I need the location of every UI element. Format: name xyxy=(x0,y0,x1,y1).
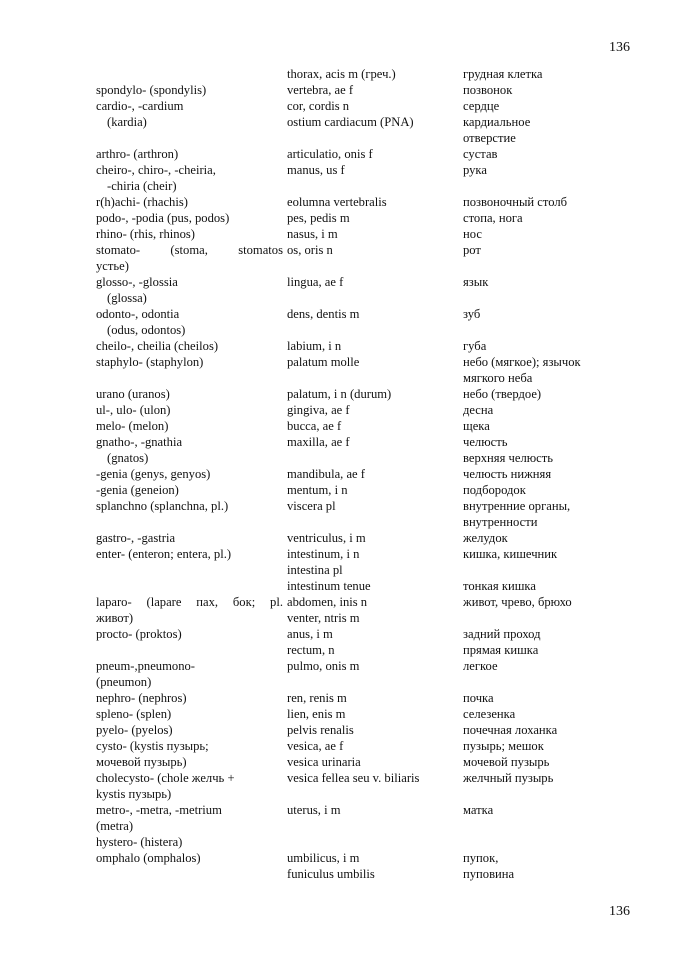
russian-term-cell xyxy=(463,338,626,354)
russian-term-cell xyxy=(463,274,626,306)
table-row xyxy=(96,738,626,770)
table-row xyxy=(96,530,626,546)
latin-term-cell xyxy=(287,66,463,82)
table-row xyxy=(96,802,626,850)
cell-line: почка xyxy=(463,691,494,705)
russian-term-cell xyxy=(463,738,626,770)
latin-term-cell xyxy=(287,146,463,162)
latin-term-cell xyxy=(287,210,463,226)
table-row xyxy=(96,82,626,98)
latin-term-cell xyxy=(287,242,463,274)
greek-root-cell xyxy=(96,658,287,690)
cell-line: intestina pl xyxy=(287,563,343,577)
russian-term-cell xyxy=(463,722,626,738)
cell-line: stomato- (stoma, stomatos xyxy=(96,243,283,257)
cell-line: кишка, кишечник xyxy=(463,547,558,561)
table-row xyxy=(96,722,626,738)
cell-line: metro-, -metra, -metrium xyxy=(96,803,222,817)
cell-line: зуб xyxy=(463,307,481,321)
latin-term-cell xyxy=(287,530,463,546)
cell-line xyxy=(463,562,626,578)
cell-line: venter, ntris m xyxy=(287,611,360,625)
greek-root-cell xyxy=(96,466,287,482)
russian-term-cell xyxy=(463,98,626,146)
table-row xyxy=(96,466,626,482)
cell-line: желудок xyxy=(463,531,508,545)
table-row xyxy=(96,66,626,82)
cell-line: pulmo, onis m xyxy=(287,659,360,673)
cell-line: живот) xyxy=(96,611,134,625)
russian-term-cell xyxy=(463,530,626,546)
greek-root-cell xyxy=(96,482,287,498)
russian-term-cell xyxy=(463,658,626,690)
cell-line: губа xyxy=(463,339,487,353)
cell-line: thorax, acis m (греч.) xyxy=(287,67,396,81)
russian-term-cell xyxy=(463,434,626,466)
russian-term-cell xyxy=(463,850,626,882)
cell-line: lien, enis m xyxy=(287,707,346,721)
greek-root-cell xyxy=(96,66,287,82)
cell-line: cardio-, -cardium xyxy=(96,99,184,113)
table-row xyxy=(96,306,626,338)
greek-root-cell xyxy=(96,98,287,146)
greek-root-cell xyxy=(96,770,287,802)
cell-line: нос xyxy=(463,227,482,241)
latin-term-cell xyxy=(287,482,463,498)
cell-line: intestinum, i n xyxy=(287,547,360,561)
cell-line: челюсть xyxy=(463,435,508,449)
latin-term-cell xyxy=(287,82,463,98)
cell-line: ul-, ulo- (ulon) xyxy=(96,403,171,417)
russian-term-cell xyxy=(463,802,626,850)
russian-term-cell xyxy=(463,402,626,418)
table-row xyxy=(96,162,626,194)
cell-line: vesica urinaria xyxy=(287,755,361,769)
russian-term-cell xyxy=(463,466,626,482)
russian-term-cell xyxy=(463,226,626,242)
greek-root-cell xyxy=(96,162,287,194)
cell-line: (kardia) xyxy=(107,115,147,129)
cell-line: -chiria (cheir) xyxy=(107,179,177,193)
greek-root-cell xyxy=(96,498,287,530)
greek-root-cell xyxy=(96,626,287,658)
cell-line: cholecysto- (chole желчь + xyxy=(96,771,235,785)
table-row xyxy=(96,226,626,242)
cell-line: язык xyxy=(463,275,489,289)
latin-term-cell xyxy=(287,338,463,354)
table-row xyxy=(96,546,626,594)
greek-root-cell xyxy=(96,194,287,210)
cell-line: vesica, ae f xyxy=(287,739,344,753)
latin-term-cell xyxy=(287,226,463,242)
cell-line: почечная лоханка xyxy=(463,723,558,737)
cell-line: cor, cordis n xyxy=(287,99,350,113)
cell-line: viscera pl xyxy=(287,499,336,513)
cell-line: десна xyxy=(463,403,494,417)
table-row xyxy=(96,354,626,386)
cell-line: тонкая кишка xyxy=(463,579,536,593)
cell-line: mandibula, ae f xyxy=(287,467,365,481)
table-row xyxy=(96,850,626,882)
cell-line: матка xyxy=(463,803,494,817)
cell-line: laparo- (lapare пах, бок; pl. xyxy=(96,595,283,609)
cell-line: glosso-, -glossia xyxy=(96,275,178,289)
cell-line: umbilicus, i m xyxy=(287,851,360,865)
cell-line: odonto-, odontia xyxy=(96,307,180,321)
russian-term-cell xyxy=(463,482,626,498)
table-row xyxy=(96,770,626,802)
cell-line: rhino- (rhis, rhinos) xyxy=(96,227,195,241)
cell-line: nephro- (nephros) xyxy=(96,691,187,705)
greek-root-cell xyxy=(96,546,287,594)
table-row xyxy=(96,658,626,690)
table-row xyxy=(96,194,626,210)
cell-line: -genia (geneion) xyxy=(96,483,179,497)
cell-line: сердце xyxy=(463,99,500,113)
table-row xyxy=(96,482,626,498)
greek-root-cell xyxy=(96,418,287,434)
latin-term-cell xyxy=(287,738,463,770)
latin-term-cell xyxy=(287,306,463,338)
table-row xyxy=(96,434,626,466)
cell-line: пупок, xyxy=(463,851,499,865)
cell-line: позвоночный столб xyxy=(463,195,568,209)
cell-line: kystis пузырь) xyxy=(96,787,172,801)
cell-line: pyelo- (pyelos) xyxy=(96,723,173,737)
greek-root-cell xyxy=(96,306,287,338)
russian-term-cell xyxy=(463,626,626,658)
table-row xyxy=(96,690,626,706)
greek-root-cell xyxy=(96,738,287,770)
greek-root-cell xyxy=(96,226,287,242)
latin-term-cell xyxy=(287,626,463,658)
greek-root-cell xyxy=(96,850,287,882)
cell-line: подбородок xyxy=(463,483,526,497)
greek-root-cell xyxy=(96,722,287,738)
greek-root-cell xyxy=(96,402,287,418)
cell-line: рот xyxy=(463,243,481,257)
cell-line: funiculus umbilis xyxy=(287,867,375,881)
cell-line: lingua, ae f xyxy=(287,275,344,289)
latin-term-cell xyxy=(287,658,463,690)
cell-line: ventriculus, i m xyxy=(287,531,366,545)
russian-term-cell xyxy=(463,498,626,530)
cell-line: ren, renis m xyxy=(287,691,347,705)
cell-line: устье) xyxy=(96,259,129,273)
greek-root-cell xyxy=(96,338,287,354)
russian-term-cell xyxy=(463,706,626,722)
russian-term-cell xyxy=(463,242,626,274)
latin-term-cell xyxy=(287,546,463,594)
latin-term-cell xyxy=(287,706,463,722)
cell-line: bucca, ae f xyxy=(287,419,342,433)
cell-line: procto- (proktos) xyxy=(96,627,182,641)
cell-line: pes, pedis m xyxy=(287,211,350,225)
latin-term-cell xyxy=(287,162,463,194)
greek-root-cell xyxy=(96,242,287,274)
cell-line: верхняя челюсть xyxy=(463,451,553,465)
greek-root-cell xyxy=(96,386,287,402)
cell-line: intestinum tenue xyxy=(287,579,371,593)
russian-term-cell xyxy=(463,194,626,210)
cell-line: небо (твердое) xyxy=(463,387,542,401)
latin-term-cell xyxy=(287,802,463,850)
cell-line: (glossa) xyxy=(107,291,147,305)
cell-line: nasus, i m xyxy=(287,227,338,241)
table-row xyxy=(96,210,626,226)
cell-line: mentum, i n xyxy=(287,483,348,497)
latin-term-cell xyxy=(287,274,463,306)
table-row xyxy=(96,402,626,418)
cell-line: ostium cardiacum (PNA) xyxy=(287,115,414,129)
cell-line: прямая кишка xyxy=(463,643,539,657)
cell-line: hystero- (histera) xyxy=(96,835,183,849)
latin-term-cell xyxy=(287,354,463,386)
page-number-top: 136 xyxy=(609,40,630,55)
table-row xyxy=(96,594,626,626)
russian-term-cell xyxy=(463,546,626,594)
cell-line: gastro-, -gastria xyxy=(96,531,176,545)
latin-term-cell xyxy=(287,466,463,482)
page-number-bottom: 136 xyxy=(609,904,630,919)
cell-line: (odus, odontos) xyxy=(107,323,186,337)
latin-term-cell xyxy=(287,418,463,434)
greek-root-cell xyxy=(96,594,287,626)
cell-line: os, oris n xyxy=(287,243,333,257)
cell-line: мочевой пузырь xyxy=(463,755,550,769)
cell-line: кардиальное xyxy=(463,115,531,129)
table-row xyxy=(96,418,626,434)
latin-term-cell xyxy=(287,770,463,802)
cell-line: palatum molle xyxy=(287,355,360,369)
latin-term-cell xyxy=(287,722,463,738)
russian-term-cell xyxy=(463,66,626,82)
cell-line: желчный пузырь xyxy=(463,771,554,785)
russian-term-cell xyxy=(463,306,626,338)
russian-term-cell xyxy=(463,594,626,626)
table-row xyxy=(96,386,626,402)
greek-root-cell xyxy=(96,82,287,98)
cell-line: eolumna vertebralis xyxy=(287,195,387,209)
greek-root-cell xyxy=(96,530,287,546)
cell-line: небо (мягкое); язычок xyxy=(463,355,581,369)
cell-line: uterus, i m xyxy=(287,803,341,817)
cell-line: enter- (enteron; entera, pl.) xyxy=(96,547,232,561)
cell-line: мягкого неба xyxy=(463,371,533,385)
table-row xyxy=(96,242,626,274)
latin-term-cell xyxy=(287,434,463,466)
russian-term-cell xyxy=(463,162,626,194)
cell-line: (pneumon) xyxy=(96,675,152,689)
russian-term-cell xyxy=(463,82,626,98)
table-row xyxy=(96,338,626,354)
cell-line: стопа, нога xyxy=(463,211,523,225)
cell-line: palatum, i n (durum) xyxy=(287,387,392,401)
cell-line: manus, us f xyxy=(287,163,345,177)
cell-line: cheilo-, cheilia (cheilos) xyxy=(96,339,219,353)
table-row xyxy=(96,146,626,162)
cell-line: челюсть нижняя xyxy=(463,467,552,481)
greek-root-cell xyxy=(96,434,287,466)
cell-line: пуповина xyxy=(463,867,515,881)
table-row xyxy=(96,626,626,658)
greek-root-cell xyxy=(96,690,287,706)
russian-term-cell xyxy=(463,354,626,386)
cell-line: внутренности xyxy=(463,515,538,529)
greek-root-cell xyxy=(96,354,287,386)
cell-line: rectum, n xyxy=(287,643,335,657)
cell-line: arthro- (arthron) xyxy=(96,147,179,161)
cell-line: задний проход xyxy=(463,627,541,641)
cell-line: (metra) xyxy=(96,819,134,833)
cell-line: labium, i n xyxy=(287,339,342,353)
cell-line: anus, i m xyxy=(287,627,333,641)
cell-line: легкое xyxy=(463,659,498,673)
greek-root-cell xyxy=(96,802,287,850)
cell-line: omphalo (omphalos) xyxy=(96,851,201,865)
cell-line: gnatho-, -gnathia xyxy=(96,435,183,449)
cell-line: pneum-,pneumono- xyxy=(96,659,195,673)
cell-line: (gnatos) xyxy=(107,451,149,465)
greek-root-cell xyxy=(96,210,287,226)
cell-line: грудная клетка xyxy=(463,67,543,81)
cell-line: -genia (genys, genyos) xyxy=(96,467,211,481)
cell-line: живот, чрево, брюхо xyxy=(463,595,572,609)
cell-line: cheiro-, chiro-, -cheiria, xyxy=(96,163,216,177)
cell-line: щека xyxy=(463,419,490,433)
russian-term-cell xyxy=(463,210,626,226)
greek-root-cell xyxy=(96,706,287,722)
latin-term-cell xyxy=(287,498,463,530)
cell-line: spleno- (splen) xyxy=(96,707,172,721)
cell-line: позвонок xyxy=(463,83,513,97)
cell-line: селезенка xyxy=(463,707,516,721)
russian-term-cell xyxy=(463,690,626,706)
russian-term-cell xyxy=(463,146,626,162)
cell-line: сустав xyxy=(463,147,498,161)
latin-term-cell xyxy=(287,98,463,146)
cell-line: staphylo- (staphylon) xyxy=(96,355,204,369)
cell-line: внутренние органы, xyxy=(463,499,571,513)
cell-line: gingiva, ae f xyxy=(287,403,350,417)
table-row xyxy=(96,498,626,530)
cell-line: splanchno (splanchna, pl.) xyxy=(96,499,229,513)
cell-line: maxilla, ae f xyxy=(287,435,350,449)
table-row xyxy=(96,706,626,722)
russian-term-cell xyxy=(463,418,626,434)
table-row xyxy=(96,274,626,306)
latin-term-cell xyxy=(287,402,463,418)
cell-line: urano (uranos) xyxy=(96,387,170,401)
cell-line: abdomen, inis n xyxy=(287,595,368,609)
table-row xyxy=(96,98,626,146)
latin-term-cell xyxy=(287,594,463,626)
russian-term-cell xyxy=(463,386,626,402)
cell-line: cysto- (kystis пузырь; xyxy=(96,739,209,753)
cell-line: melo- (melon) xyxy=(96,419,169,433)
latin-term-cell xyxy=(287,194,463,210)
latin-term-cell xyxy=(287,850,463,882)
cell-line: podo-, -podia (pus, podos) xyxy=(96,211,230,225)
cell-line: r(h)achi- (rhachis) xyxy=(96,195,188,209)
cell-line: vertebra, ae f xyxy=(287,83,354,97)
cell-line: vesica fellea seu v. biliaris xyxy=(287,771,420,785)
cell-line: pelvis renalis xyxy=(287,723,354,737)
cell-line: мочевой пузырь) xyxy=(96,755,187,769)
terms-table xyxy=(96,66,626,882)
cell-line: articulatio, onis f xyxy=(287,147,373,161)
cell-line: dens, dentis m xyxy=(287,307,360,321)
russian-term-cell xyxy=(463,770,626,802)
cell-line: рука xyxy=(463,163,487,177)
latin-term-cell xyxy=(287,690,463,706)
cell-line: пузырь; мешок xyxy=(463,739,544,753)
latin-term-cell xyxy=(287,386,463,402)
greek-root-cell xyxy=(96,274,287,306)
greek-root-cell xyxy=(96,146,287,162)
cell-line: отверстие xyxy=(463,131,516,145)
cell-line: spondylo- (spondylis) xyxy=(96,83,207,97)
